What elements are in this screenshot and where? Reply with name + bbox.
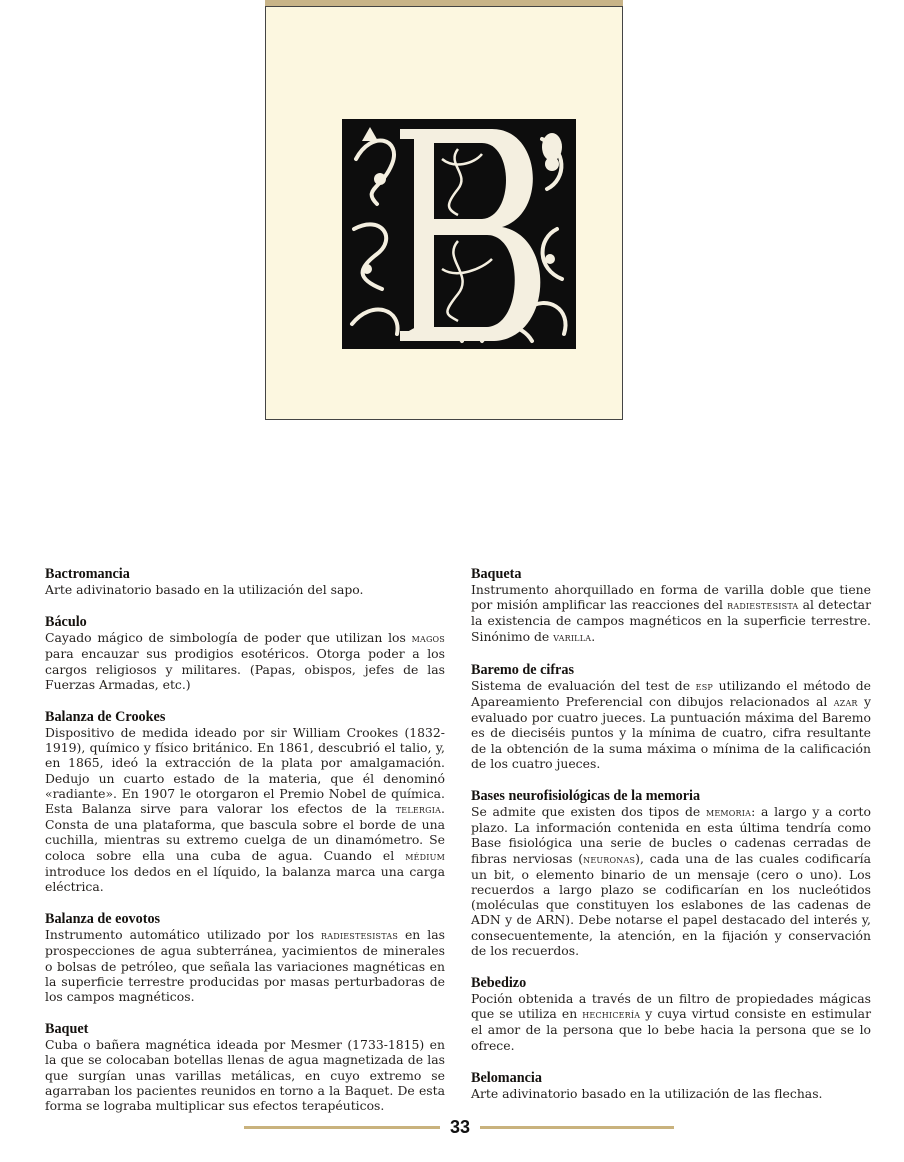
definition-text: Arte adivinatorio basado en la utilización de las flechas. xyxy=(471,1085,823,1101)
definition-text: en las prospecciones de agua subterránea, yacimientos de minerales o bolsas de petróleo, que señala las variaciones magnéticas en la superficie terrestre producidas por masas perturbadoras de los campos magnéticos. xyxy=(45,927,445,1005)
entry-definition xyxy=(45,582,445,597)
entry-definition xyxy=(471,1086,871,1101)
entry-definition xyxy=(45,725,445,894)
entry-term: Bases neurofisiológicas de la memoria xyxy=(471,788,701,805)
entry-definition xyxy=(471,804,871,958)
glossary-entry xyxy=(45,614,445,692)
entry-term: Baremo de cifras xyxy=(471,661,574,678)
entry-term: Báculo xyxy=(45,614,87,631)
cross-reference: hechicería xyxy=(582,1008,641,1022)
definition-text: para encauzar sus prodigios esotéricos. Otorga poder a los cargos religiosos y militares. (Papas, obispos, jefes de las Fuerzas Armadas, etc.) xyxy=(45,646,445,692)
entry-definition xyxy=(471,678,871,771)
definition-text: . Consta de una plataforma, que bascula sobre el borde de una cuchilla, mientras su extremo cuelga de un dinamómetro. Se coloca sobre ella una cuba de agua. Cuando el xyxy=(45,801,445,863)
definition-text: : a largo y a corto plazo. La información contenida en esta última tendría como Base fisiológica una serie de bucles o cadenas cerradas de fibras nerviosas ( xyxy=(471,804,871,866)
entry-definition xyxy=(45,1037,445,1113)
definition-text: Se admite que existen dos tipos de xyxy=(471,804,706,820)
right-column xyxy=(471,566,871,1118)
glossary-entry xyxy=(471,1070,871,1101)
definition-text: Instrumento ahorquillado en forma de varilla doble que tiene por misión amplificar las reacciones del xyxy=(471,582,871,613)
glossary-entry xyxy=(45,1021,445,1113)
glossary-entry xyxy=(471,662,871,771)
footer-rule-right xyxy=(480,1126,674,1129)
cross-reference: médium xyxy=(405,849,445,863)
entry-definition xyxy=(471,582,871,645)
cross-reference: radiestesista xyxy=(727,599,799,613)
definition-text: . xyxy=(591,628,596,644)
cross-reference: neuronas xyxy=(583,852,636,866)
definition-text: Instrumento automático utilizado por los xyxy=(45,927,322,943)
cross-reference: varilla xyxy=(553,630,592,644)
entry-term: Belomancia xyxy=(471,1069,542,1086)
entry-term: Balanza de eovotos xyxy=(45,911,161,928)
definition-text: utilizando el método de Apareamiento Preferencial con dibujos relacionados al xyxy=(471,677,871,710)
definition-text: al detectar la existencia de campos magnéticos en la superficie terrestre. Sinónimo de xyxy=(471,597,871,644)
glossary-entry xyxy=(471,566,871,645)
definition-text: introduce los dedos en el líquido, la balanza marca una carga eléctrica. xyxy=(45,863,445,895)
definition-text: ), cada una de las cuales codificaría un bit, o elemento binario de un mensaje (cero o uno). Los recuerdos a largo plazo se codificarían en los nucleótidos (moléculas que constituyen los eslabones de las cadenas de ADN y de ARN). Debe notarse el papel destacado del interés y, consecuentemente, la atención, en la fijación y conservación de los recuerdos. xyxy=(471,850,871,958)
entry-term: Balanza de Crookes xyxy=(45,709,166,726)
decorated-initial-b xyxy=(342,119,576,349)
definition-text: y evaluado por cuatro jueces. La puntuación máxima del Baremo es de dieciséis puntos y la mínima de cuatro, cifra resultante de la obtención de la suma máxima o mínima de la calificación de los cuatro jueces. xyxy=(471,694,871,771)
entry-definition xyxy=(471,991,871,1053)
cross-reference: radiestesistas xyxy=(321,929,398,943)
entry-term: Baquet xyxy=(45,1021,89,1038)
glossary-entry xyxy=(45,709,445,894)
glossary-entry xyxy=(45,911,445,1004)
cross-reference: memoria xyxy=(705,806,752,820)
left-column xyxy=(45,566,445,1130)
illustration-panel xyxy=(265,6,623,420)
page-number: 33 xyxy=(449,1117,471,1137)
entry-definition xyxy=(45,630,445,692)
page-footer xyxy=(244,1115,674,1139)
ornament-illustration xyxy=(342,119,576,349)
definition-text: Cayado mágico de simbología de poder que utilizan los xyxy=(45,630,412,646)
definition-text: Arte adivinatorio basado en la utilización del sapo. xyxy=(45,582,364,597)
definition-text: Cuba o bañera magnética ideada por Mesmer (1733-1815) en la que se colocaban botellas llenas de agua magnetizada de las que surgían unas varillas metálicas, en cuyo extremo se agarraban los pacientes reunidos en torno a la Baquet. De esta forma se lograba multiplicar sus efectos terapéuticos. xyxy=(45,1037,445,1114)
cross-reference: telergia xyxy=(395,803,442,817)
cross-reference: azar xyxy=(833,696,858,710)
footer-rule-left xyxy=(244,1126,440,1129)
cross-reference: magos xyxy=(411,632,445,646)
cross-reference: esp xyxy=(695,679,713,693)
glossary-entry xyxy=(471,788,871,958)
glossary-entry xyxy=(471,975,871,1053)
entry-term: Bebedizo xyxy=(471,975,527,992)
entry-term: Baqueta xyxy=(471,566,522,582)
entry-term: Bactromancia xyxy=(45,566,130,582)
entry-definition xyxy=(45,927,445,1004)
definition-text: Dispositivo de medida ideado por sir William Crookes (1832-1919), químico y físico británico. En 1861, descubrió el talio, y, en 1865, ideó la extracción de la plata por amalgamación. Dedujo un cuarto estado de la materia, que él denominó «radiante». En 1907 le otorgaron el Premio Nobel de química. Esta Balanza sirve para valorar los efectos de la xyxy=(45,725,445,817)
definition-text: Sistema de evaluación del test de xyxy=(471,677,696,693)
definition-text: Poción obtenida a través de un filtro de propiedades mágicas que se utiliza en xyxy=(471,991,871,1022)
definition-text: y cuya virtud consiste en estimular el amor de la persona que lo bebe hacia la persona que se lo ofrece. xyxy=(471,1006,871,1053)
glossary-entry xyxy=(45,566,445,597)
